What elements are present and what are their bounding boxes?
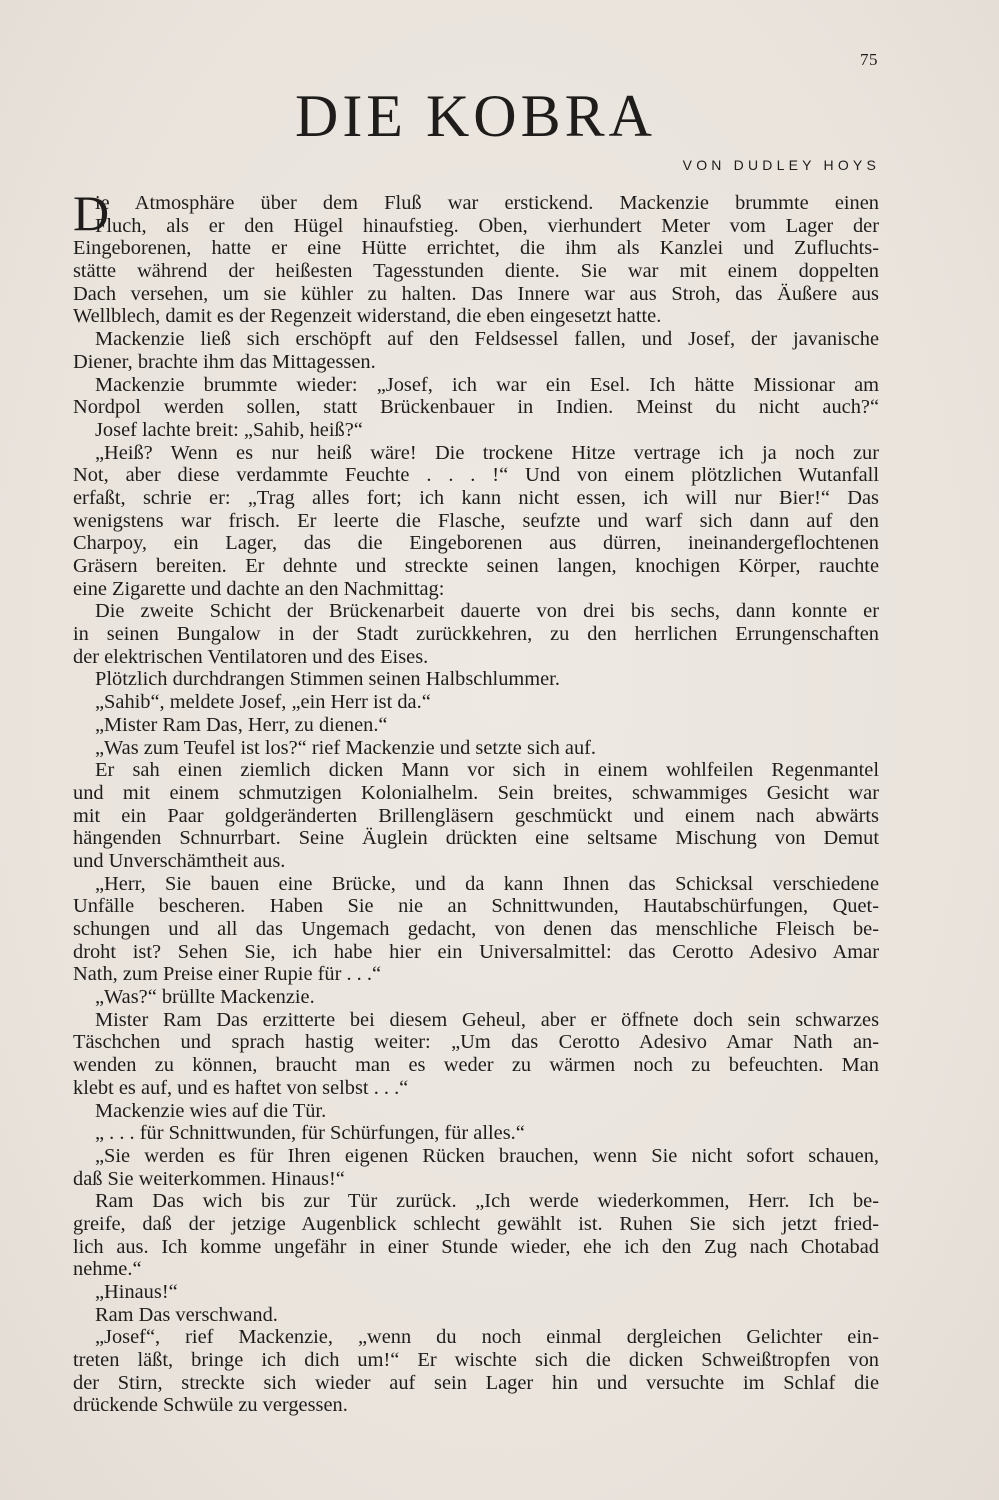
text-line: Not, aber diese verdammte Feuchte . . . !“ Und von einem plötzlichen Wutanfall xyxy=(73,464,879,487)
text-line: stätte während der heißesten Tagesstunden diente. Sie war mit einem doppelten xyxy=(73,260,879,283)
text-line: „Herr, Sie bauen eine Brücke, und da kann Ihnen das Schicksal verschiedene xyxy=(95,872,879,895)
text-line: droht ist? Sehen Sie, ich habe hier ein Universalmittel: das Cerotto Adesivo Amar xyxy=(73,940,879,963)
drop-cap: D xyxy=(73,185,110,241)
text-line: Josef lachte breit: „Sahib, heiß?“ xyxy=(95,418,363,441)
text-line: „Was zum Teufel ist los?“ rief Mackenzie und setzte sich auf. xyxy=(95,736,597,759)
text-line: Mackenzie brummte wieder: „Josef, ich war ein Esel. Ich hätte Missionar am xyxy=(95,373,879,396)
text-line: treten läßt, bringe ich dich um!“ Er wischte sich die dicken Schweißtropfen von xyxy=(73,1349,879,1372)
text-line: daß Sie weiterkommen. Hinaus!“ xyxy=(73,1167,345,1190)
text-line: Er sah einen ziemlich dicken Mann vor sich in einem wohlfeilen Regenmantel xyxy=(95,759,879,782)
text-line: in seinen Bungalow in der Stadt zurückkehren, zu den herrlichen Errungenschaften xyxy=(73,623,879,646)
text-line: „Was?“ brüllte Mackenzie. xyxy=(95,986,315,1009)
text-line: Täschchen und sprach hastig weiter: „Um das Cerotto Adesivo Amar Nath an- xyxy=(73,1031,879,1054)
text-line: Charpoy, ein Lager, das die Eingeborenen aus dürren, ineinandergeflochtenen xyxy=(73,532,879,555)
text-line: Mister Ram Das erzitterte bei diesem Geheul, aber er öffnete doch sein schwarzes xyxy=(95,1008,879,1031)
text-line: „Sahib“, meldete Josef, „ein Herr ist da.“ xyxy=(95,691,431,714)
text-line: Ram Das verschwand. xyxy=(95,1303,278,1326)
text-line: der Stirn, streckte sich wieder auf sein Lager hin und versuchte im Schlaf die xyxy=(73,1371,879,1394)
text-line: greife, daß der jetzige Augenblick schlecht gewählt ist. Ruhen Sie sich jetzt fried- xyxy=(73,1212,879,1235)
text-line: hängenden Schnurrbart. Seine Äuglein drückten eine seltsame Mischung von Demut xyxy=(73,827,879,850)
text-line: Eingeborenen, hatte er eine Hütte errichtet, die ihm als Kanzlei und Zufluchts- xyxy=(73,237,879,260)
text-line: klebt es auf, und es haftet von selbst . . .“ xyxy=(73,1076,409,1099)
text-line: Nordpol werden sollen, statt Brückenbauer in Indien. Meinst du nicht auch?“ xyxy=(73,396,879,419)
text-line: Dach versehen, um sie kühler zu halten. Das Innere war aus Stroh, das Äußere aus xyxy=(73,282,879,305)
article-title: DIE KOBRA xyxy=(295,83,656,149)
text-line: drückende Schwüle zu vergessen. xyxy=(73,1394,348,1417)
text-line: „Mister Ram Das, Herr, zu dienen.“ xyxy=(95,713,388,736)
text-line: Unfälle bescheren. Haben Sie nie an Schnittwunden, Hautabschürfungen, Quet- xyxy=(73,895,879,918)
text-line: Fluch, als er den Hügel hinaufstieg. Oben, vierhundert Meter vom Lager der xyxy=(95,214,879,237)
text-line: Ram Das wich bis zur Tür zurück. „Ich werde wiederkommen, Herr. Ich be- xyxy=(95,1190,879,1213)
page-number: 75 xyxy=(860,50,878,69)
text-line: wenigstens war frisch. Er leerte die Flasche, seufzte und warf sich dann auf den xyxy=(73,509,879,532)
text-line: und mit einem schmutzigen Kolonialhelm. Sein breites, schwammiges Gesicht war xyxy=(73,781,879,804)
text-line: Nath, zum Preise einer Rupie für . . .“ xyxy=(73,963,382,986)
article-body xyxy=(73,185,879,1417)
text-line: „ . . . für Schnittwunden, für Schürfungen, für alles.“ xyxy=(95,1122,525,1145)
text-line: mit ein Paar goldgeränderten Brillengläsern geschmückt und einem nach abwärts xyxy=(73,804,879,827)
text-line: wenden zu können, braucht man es weder zu wärmen noch zu befeuchten. Man xyxy=(73,1054,879,1077)
text-line: der elektrischen Ventilatoren und des Eises. xyxy=(73,645,429,668)
text-line: nehme.“ xyxy=(73,1258,142,1281)
text-line: „Hinaus!“ xyxy=(95,1281,178,1303)
text-line: Gräsern bereiten. Er dehnte und streckte seinen langen, knochigen Körper, rauchte xyxy=(73,555,879,577)
text-line: Mackenzie ließ sich erschöpft auf den Feldsessel fallen, und Josef, der javanische xyxy=(95,328,879,351)
text-line: Wellblech, damit es der Regenzeit widerstand, die eben eingesetzt hatte. xyxy=(73,305,662,328)
text-line: Die zweite Schicht der Brückenarbeit dauerte von drei bis sechs, dann konnte er xyxy=(95,600,879,623)
text-line: lich aus. Ich komme ungefähr in einer Stunde wieder, ehe ich den Zug nach Chotabad xyxy=(73,1235,879,1258)
text-line: „Josef“, rief Mackenzie, „wenn du noch einmal dergleichen Gelichter ein- xyxy=(95,1326,879,1349)
text-line: ie Atmosphäre über dem Fluß war erstickend. Mackenzie brummte einen xyxy=(95,192,879,214)
text-line: „Sie werden es für Ihren eigenen Rücken brauchen, wenn Sie nicht sofort schauen, xyxy=(95,1144,879,1167)
text-line: Mackenzie wies auf die Tür. xyxy=(95,1099,327,1122)
text-line: erfaßt, schrie er: „Trag alles fort; ich kann nicht essen, ich will nur Bier!“ Das xyxy=(73,486,879,509)
text-line: Plötzlich durchdrangen Stimmen seinen Halbschlummer. xyxy=(95,668,560,691)
text-line: schungen und all das Ungemach gedacht, von denen das menschliche Fleisch be- xyxy=(73,918,879,940)
article-author: VON DUDLEY HOYS xyxy=(682,157,880,173)
text-line: „Heiß? Wenn es nur heiß wäre! Die trockene Hitze vertrage ich ja noch zur xyxy=(95,441,879,464)
text-line: eine Zigarette und dachte an den Nachmittag: xyxy=(73,577,445,600)
text-line: und Unverschämtheit aus. xyxy=(73,849,286,872)
text-line: Diener, brachte ihm das Mittagessen. xyxy=(73,350,376,373)
